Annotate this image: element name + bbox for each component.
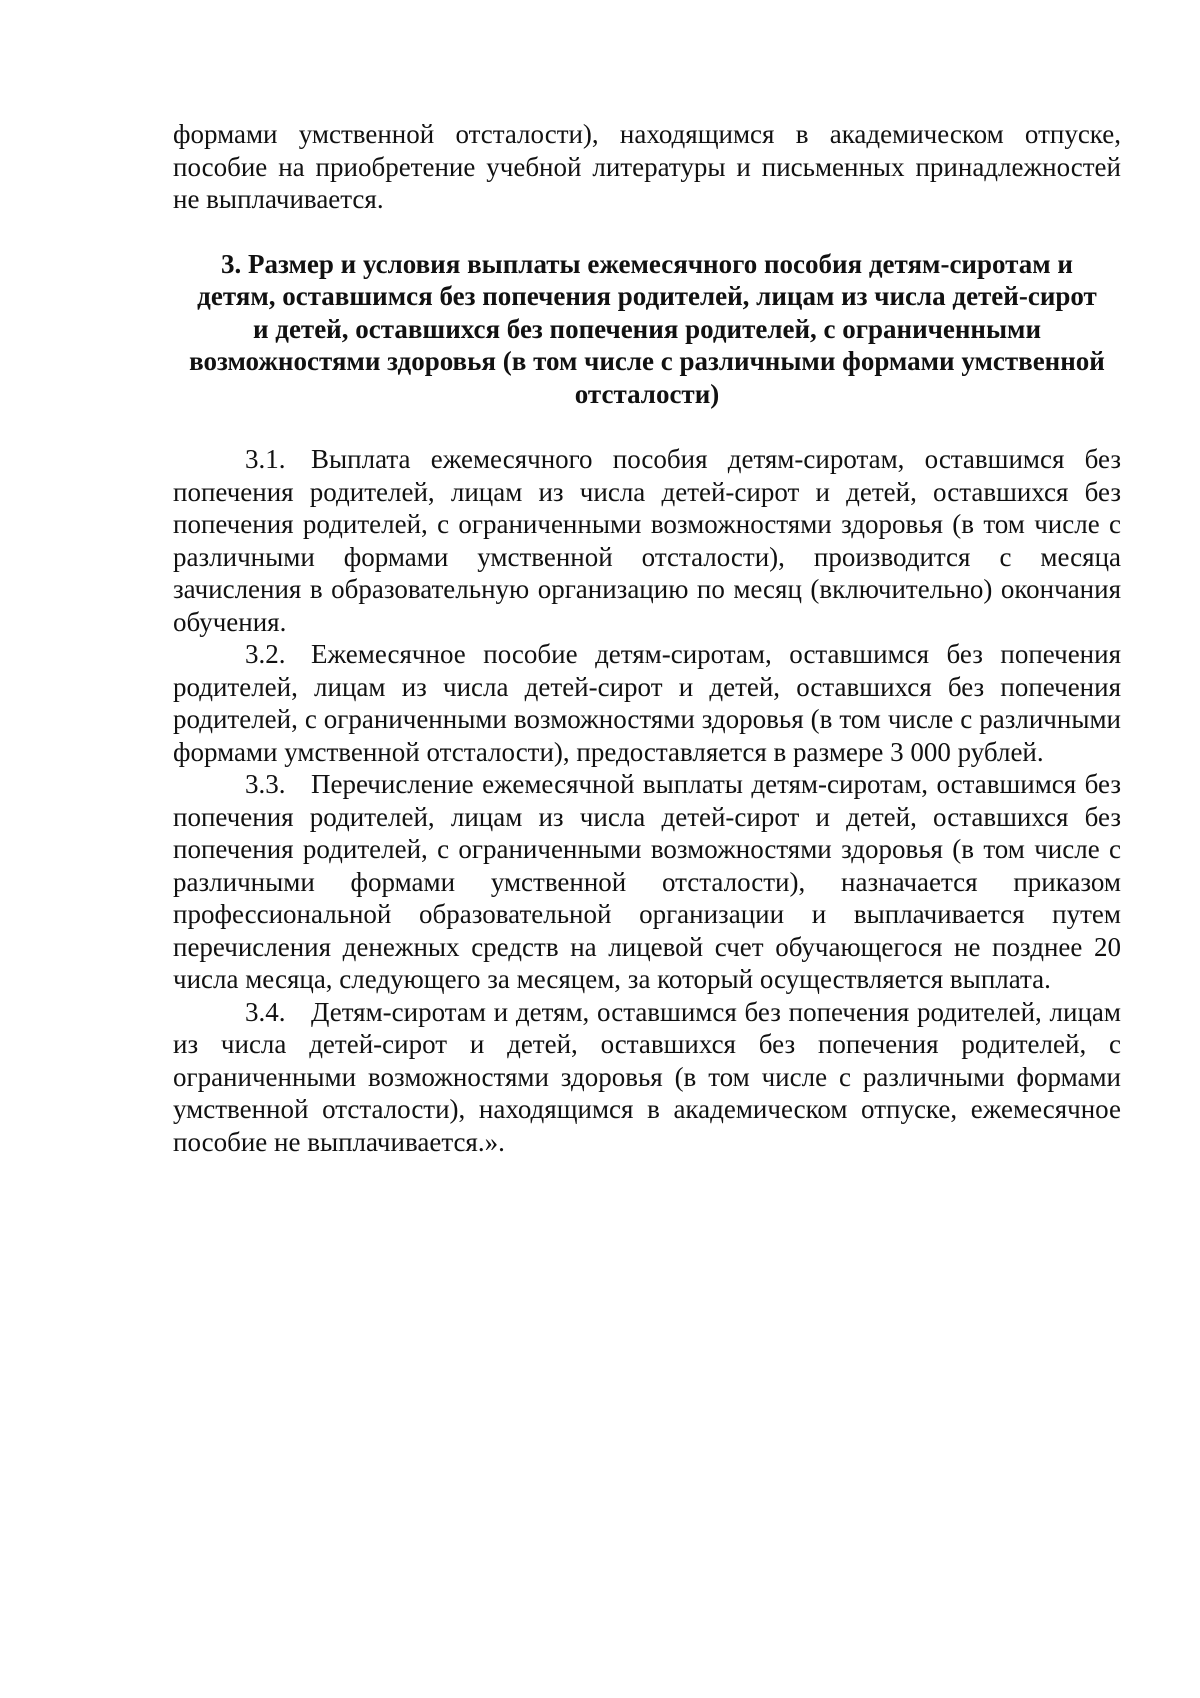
clause-text: Ежемесячное пособие детям-сиротам, оставшимся без попечения родителей, лицам из числа детей-сирот и детей, оставшихся без попечения родителей, с ограниченными возможностями здоровья (в том числе с различными формами умственной отсталости), предоставляется в размере 3 000 рублей. [173,639,1121,767]
clause-text: Детям-сиротам и детям, оставшимся без попечения родителей, лицам из числа детей-сирот и детей, оставшихся без попечения родителей, с ограниченными возможностями здоровья (в том числе с различными формами умственной отсталости), находящимся в академическом отпуске, ежемесячное пособие не выплачивается.». [173,996,1121,1157]
intro-paragraph: формами умственной отсталости), находящимся в академическом отпуске, пособие на приобретение учебной литературы и письменных принадлежностей не выплачивается. [173,119,1121,214]
document-body [173,118,1121,1158]
clause-3-2 [173,638,1121,768]
clause-3-3 [173,768,1121,996]
clause-text: Перечисление ежемесячной выплаты детям-сиротам, оставшимся без попечения родителей, лицам из числа детей-сирот и детей, оставшихся без попечения родителей, с ограниченными возможностями здоровья (в том числе с различными формами умственной отсталости), назначается приказом профессиональной образовательной организации и выплачивается путем перечисления денежных средств на лицевой счет обучающегося не позднее 20 числа месяца, следующего за месяцем, за который осуществляется выплата. [173,769,1121,994]
section-heading: 3. Размер и условия выплаты ежемесячного пособия детям-сиротам и детям, оставшимся без попечения родителей, лицам из числа детей-сирот и детей, оставшихся без попечения родителей, с ограниченными возможностями здоровья (в том числе с различными формами умственной отсталости) [189,248,1105,409]
clause-number: 3.4. [245,996,286,1027]
clause-3-4 [173,996,1121,1159]
clause-number: 3.1. [245,444,286,474]
clause-3-1 [173,443,1121,638]
clause-number: 3.2. [245,639,286,669]
clause-text: Выплата ежемесячного пособия детям-сиротам, оставшимся без попечения родителей, лицам из числа детей-сирот и детей, оставшихся без попечения родителей, с ограниченными возможностями здоровья (в том числе с различными формами умственной отсталости), производится с месяца зачисления в образовательную организацию по месяц (включительно) окончания обучения. [173,444,1121,637]
clause-number: 3.3. [245,769,286,799]
